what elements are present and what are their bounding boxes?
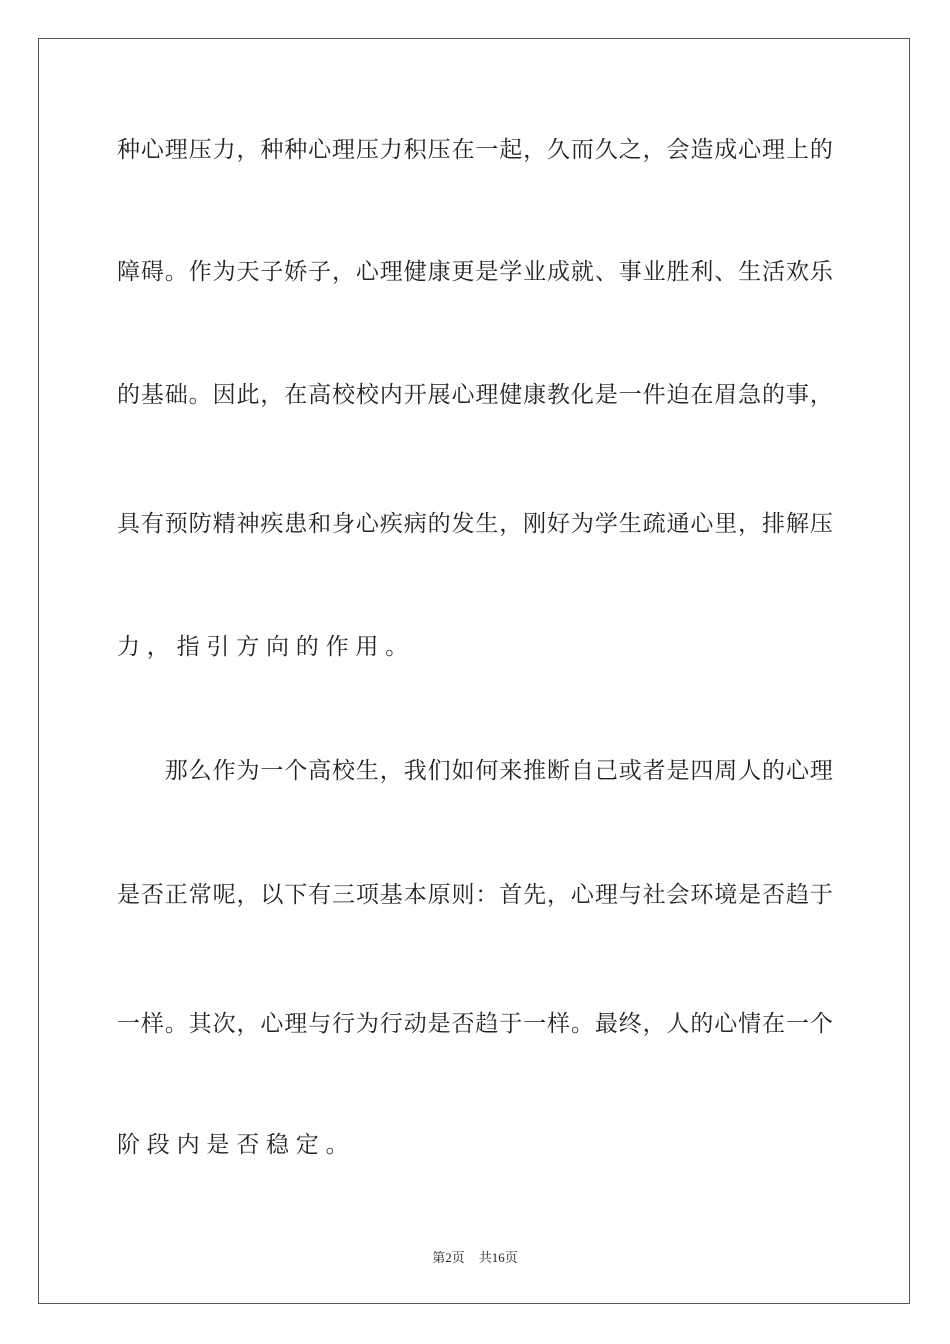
paragraph-line-2: 障 碍 。 作 为 天 子 娇 子 ， 心 理 健 康 更 是 学 业 成 就 、 事 业 胜 利 、 生 活 欢 乐 [117, 259, 833, 285]
page-footer [0, 1247, 950, 1266]
page-total: 共16页 [478, 1250, 518, 1265]
paragraph-line-6: 那 么 作 为 一 个 高 校 生 ， 我 们 如 何 来 推 断 自 己 或 者 是 四 周 人 的 心 理 [164, 758, 833, 784]
page-frame [38, 38, 910, 1304]
page-number: 第2页 [432, 1250, 465, 1265]
paragraph-line-7: 是 否 正 常 呢 ， 以 下 有 三 项 基 本 原 则 ： 首 先 ， 心 理 与 社 会 环 境 是 否 趋 于 [117, 882, 833, 908]
paragraph-line-5: 力 ， 指 引 方 向 的 作 用 。 [117, 634, 409, 660]
paragraph-line-8: 一 样 。 其 次 ， 心 理 与 行 为 行 动 是 否 趋 于 一 样 。 最 终 ， 人 的 心 情 在 一 个 [117, 1011, 833, 1037]
paragraph-line-9: 阶 段 内 是 否 稳 定 。 [117, 1132, 349, 1158]
paragraph-line-4: 具 有 预 防 精 神 疾 患 和 身 心 疾 病 的 发 生 ， 刚 好 为 学 生 疏 通 心 里 ， 排 解 压 [117, 511, 833, 537]
paragraph-line-3: 的 基 础 。 因 此 ， 在 高 校 校 内 开 展 心 理 健 康 教 化 是 一 件 迫 在 眉 急 的 事 ， [117, 382, 833, 408]
paragraph-line-1: 种 心 理 压 力 ， 种 种 心 理 压 力 积 压 在 一 起 ， 久 而 久 之 ， 会 造 成 心 理 上 的 [117, 137, 833, 163]
